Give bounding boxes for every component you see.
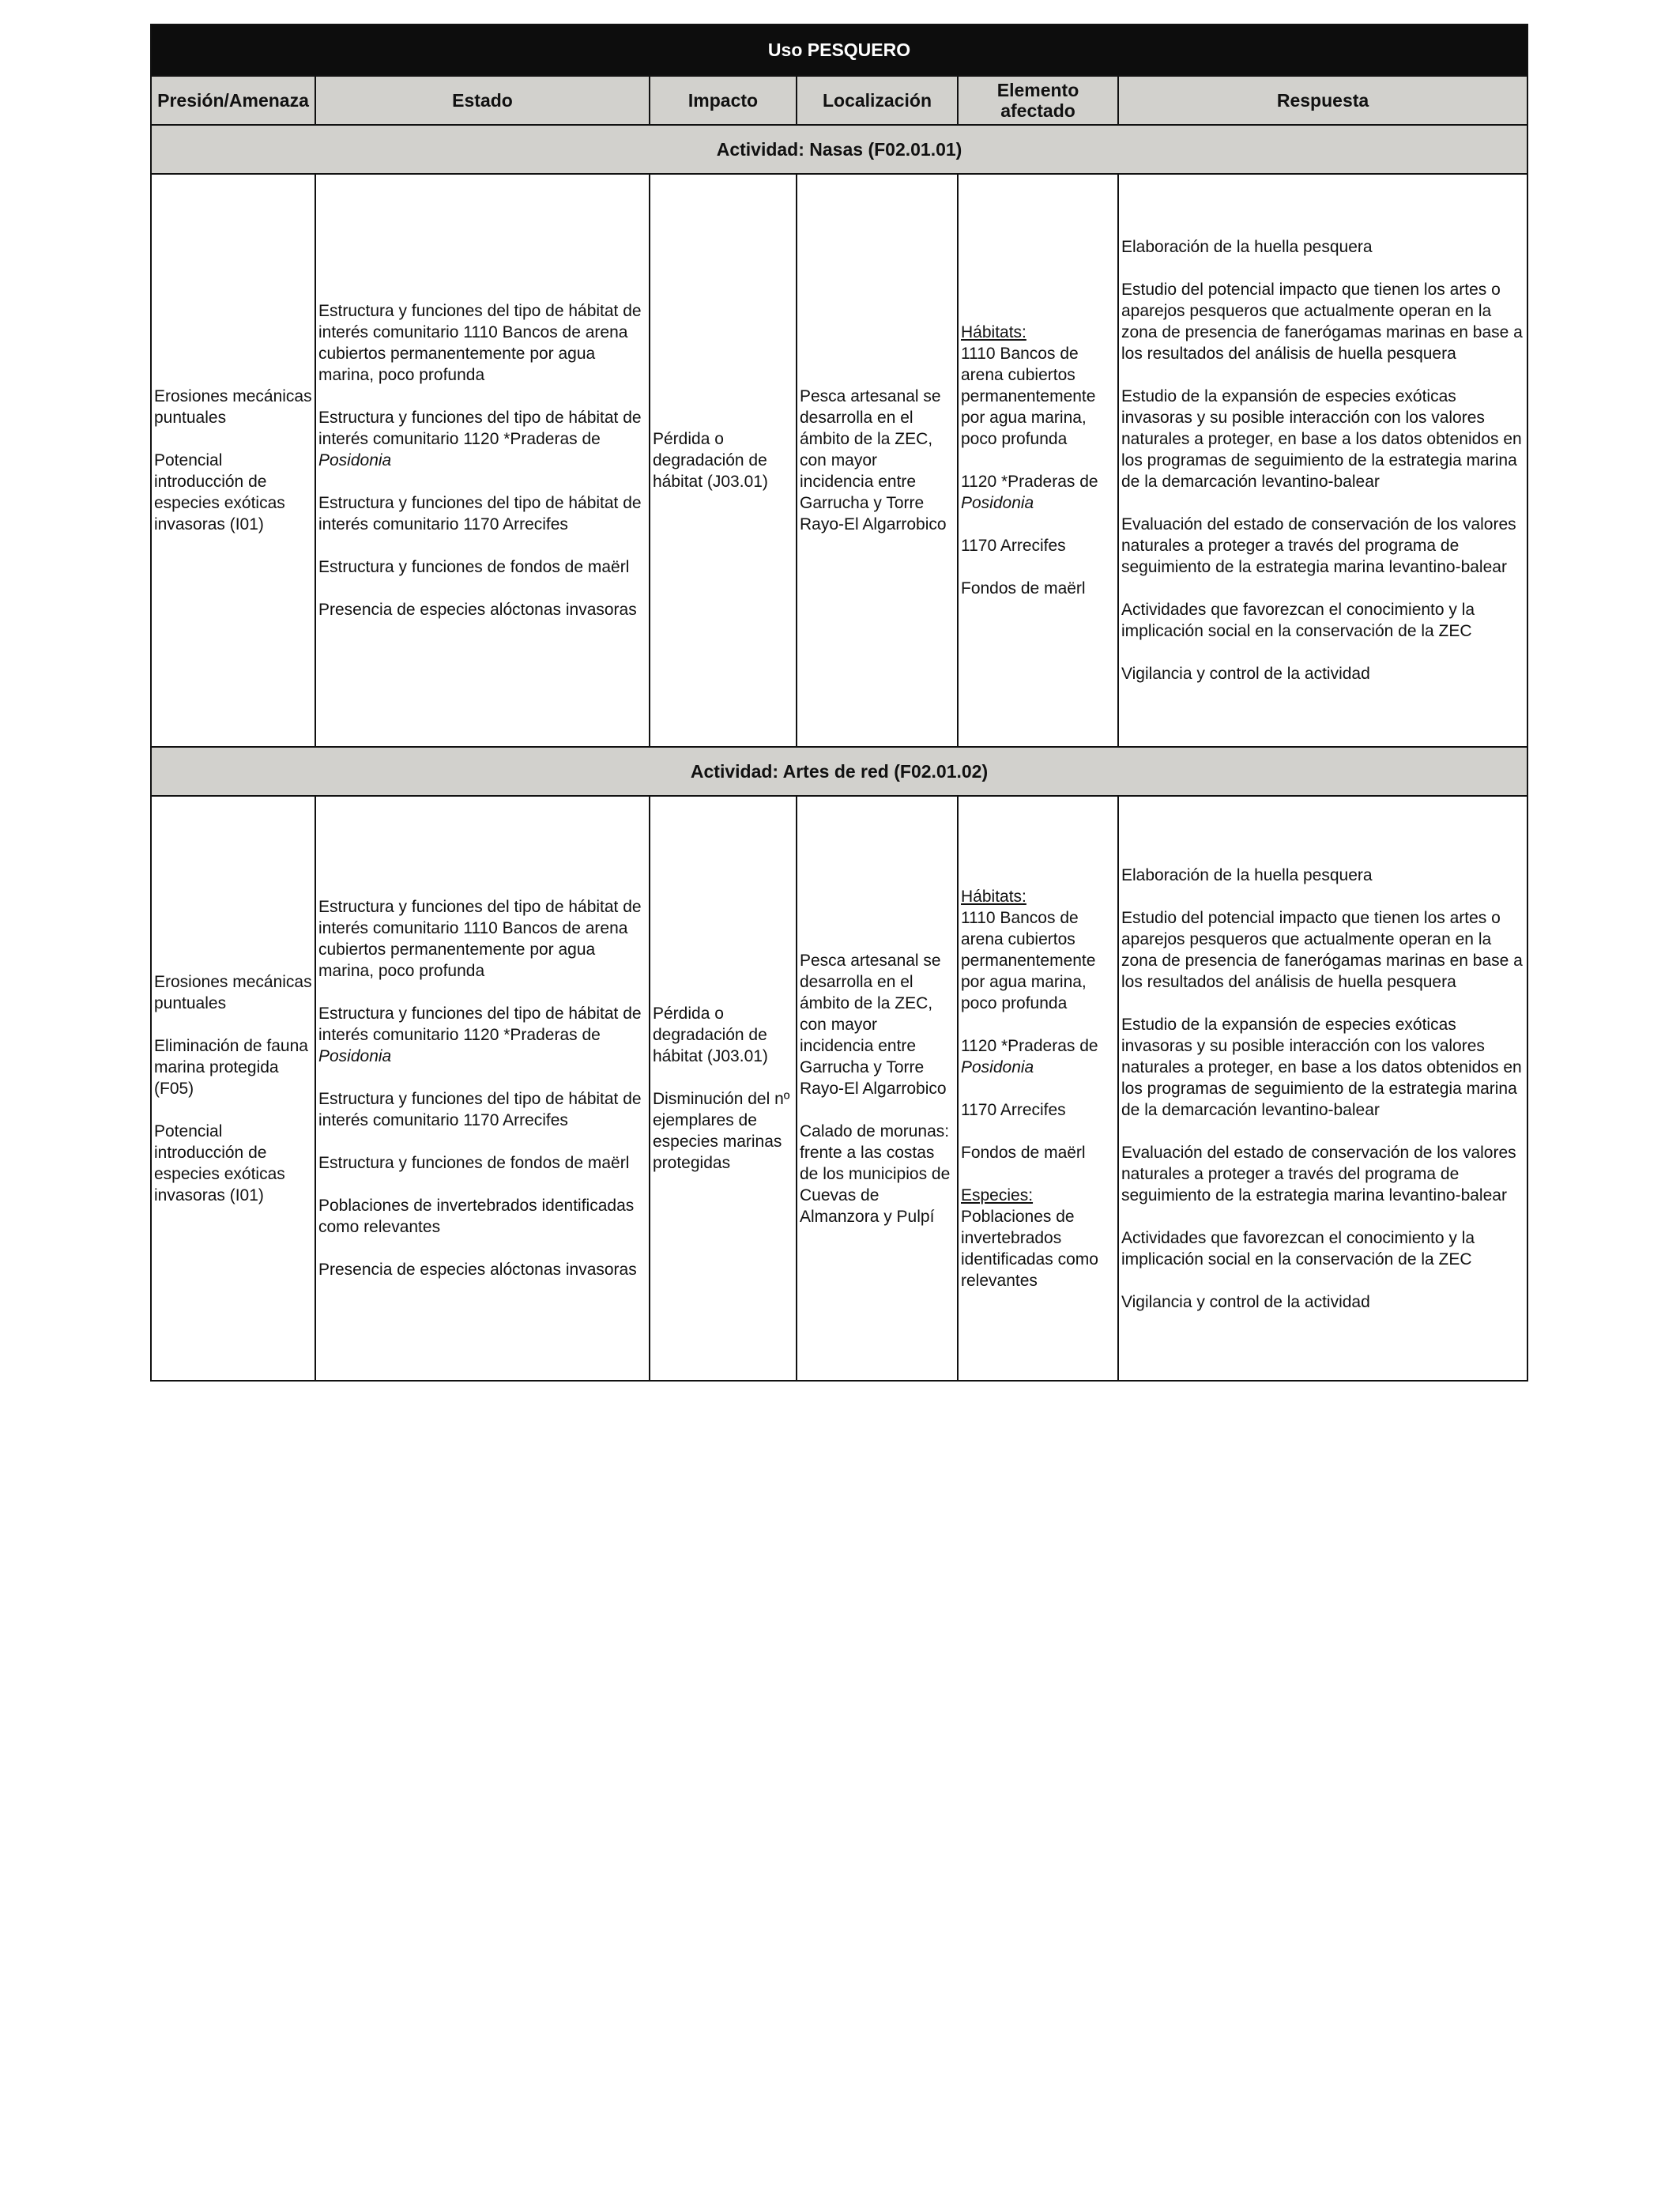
impacto-item: Pérdida o degradación de hábitat (J03.01) <box>653 1005 768 1065</box>
impacto-item: Disminución del nº ejemplares de especies marinas protegidas <box>653 1090 790 1172</box>
habitats-label: Hábitats: <box>961 323 1026 341</box>
habitats-label: Hábitats: <box>961 887 1026 906</box>
estado-item: Estructura y funciones del tipo de hábitat de interés comunitario 1120 *Praderas de Posidonia <box>318 409 642 469</box>
habitat-1120: 1120 *Praderas de Posidonia <box>961 473 1098 512</box>
presion-item: Erosiones mecánicas puntuales <box>154 972 312 1012</box>
respuesta-item: Vigilancia y control de la actividad <box>1121 665 1370 683</box>
presion-item: Erosiones mecánicas puntuales <box>154 387 312 427</box>
elemento-especies <box>961 1185 1115 1291</box>
especies-label: Especies: <box>961 1186 1034 1204</box>
estado-item: Estructura y funciones del tipo de hábitat de interés comunitario 1170 Arrecifes <box>318 1090 642 1129</box>
estado-item: Presencia de especies alóctonas invasoras <box>318 601 637 619</box>
respuesta-item: Estudio de la expansión de especies exóticas invasoras y su posible interacción con los valores naturales a proteger, en base a los datos obtenidos en los programas de seguimiento de la estrategia marina de la demarcación levantino-balear <box>1121 387 1522 491</box>
estado-item: Poblaciones de invertebrados identificadas como relevantes <box>318 1197 635 1236</box>
estado-item: Estructura y funciones de fondos de maërl <box>318 558 630 576</box>
habitat-1120: 1120 *Praderas de Posidonia <box>961 1036 1098 1076</box>
cell-estado <box>315 174 650 747</box>
elemento-habitats <box>961 886 1115 1014</box>
respuesta-item: Vigilancia y control de la actividad <box>1121 1292 1370 1311</box>
cell-impacto <box>650 796 797 1381</box>
table-row <box>151 174 1527 747</box>
habitat-1110: 1110 Bancos de arena cubiertos permanentemente por agua marina, poco profunda <box>961 345 1096 448</box>
estado-item: Estructura y funciones del tipo de hábitat de interés comunitario 1170 Arrecifes <box>318 494 642 533</box>
cell-localizacion <box>797 796 958 1381</box>
respuesta-item: Evaluación del estado de conservación de los valores naturales a proteger a través del programa de seguimiento de la estrategia marina levantino-balear <box>1121 515 1516 576</box>
cell-presion <box>151 796 315 1381</box>
fondos-maerl: Fondos de maërl <box>961 579 1086 598</box>
estado-item: Estructura y funciones del tipo de hábitat de interés comunitario 1110 Bancos de arena cubiertos permanentemente por agua marina, poco profunda <box>318 302 642 384</box>
header-impacto: Impacto <box>650 76 797 125</box>
respuesta-item: Actividades que favorezcan el conocimiento y la implicación social en la conservación de la ZEC <box>1121 1228 1475 1269</box>
estado-item: Estructura y funciones del tipo de hábitat de interés comunitario 1110 Bancos de arena cubiertos permanentemente por agua marina, poco profunda <box>318 898 642 980</box>
presion-item: Potencial introducción de especies exóticas invasoras (I01) <box>154 451 285 533</box>
respuesta-item: Estudio de la expansión de especies exóticas invasoras y su posible interacción con los valores naturales a proteger, en base a los datos obtenidos en los programas de seguimiento de la estrategia marina de la demarcación levantino-balear <box>1121 1015 1522 1119</box>
habitat-1170: 1170 Arrecifes <box>961 537 1066 555</box>
habitat-1170: 1170 Arrecifes <box>961 1100 1066 1119</box>
presion-item: Eliminación de fauna marina protegida (F05) <box>154 1036 308 1098</box>
estado-item: Estructura y funciones de fondos de maërl <box>318 1154 630 1172</box>
fondos-maerl: Fondos de maërl <box>961 1143 1086 1162</box>
estado-item: Estructura y funciones del tipo de hábitat de interés comunitario 1120 *Praderas de Posidonia <box>318 1005 642 1065</box>
impacto-item: Pérdida o degradación de hábitat (J03.01) <box>653 430 768 491</box>
respuesta-item: Actividades que favorezcan el conocimiento y la implicación social en la conservación de la ZEC <box>1121 601 1475 640</box>
respuesta-item: Estudio del potencial impacto que tienen los artes o aparejos pesqueros que actualmente operan en la zona de presencia de fanerógamas marinas en base a los resultados del análisis de huella pesquera <box>1121 908 1523 991</box>
header-elemento: Elemento afectado <box>958 76 1118 125</box>
estado-item: Presencia de especies alóctonas invasoras <box>318 1261 637 1279</box>
cell-respuesta <box>1118 174 1527 747</box>
cell-impacto <box>650 174 797 747</box>
cell-presion <box>151 174 315 747</box>
uso-pesquero-table <box>150 24 1528 1382</box>
cell-elemento <box>958 796 1118 1381</box>
table-title: Uso PESQUERO <box>151 25 1527 76</box>
section-title-artes-de-red: Actividad: Artes de red (F02.01.02) <box>151 747 1527 796</box>
header-respuesta: Respuesta <box>1118 76 1527 125</box>
localizacion-item: Calado de morunas: frente a las costas de los municipios de Cuevas de Almanzora y Pulpí <box>800 1122 951 1226</box>
cell-localizacion <box>797 174 958 747</box>
elemento-habitats <box>961 322 1115 450</box>
header-presion: Presión/Amenaza <box>151 76 315 125</box>
localizacion-item: Pesca artesanal se desarrolla en el ámbito de la ZEC, con mayor incidencia entre Garrucha y Torre Rayo-El Algarrobico <box>800 951 947 1098</box>
cell-elemento <box>958 174 1118 747</box>
table-row <box>151 796 1527 1381</box>
section-title-nasas: Actividad: Nasas (F02.01.01) <box>151 125 1527 174</box>
header-estado: Estado <box>315 76 650 125</box>
presion-item: Potencial introducción de especies exóticas invasoras (I01) <box>154 1122 285 1204</box>
localizacion-item: Pesca artesanal se desarrolla en el ámbito de la ZEC, con mayor incidencia entre Garrucha y Torre Rayo-El Algarrobico <box>800 387 947 533</box>
respuesta-item: Elaboración de la huella pesquera <box>1121 238 1373 256</box>
header-localizacion: Localización <box>797 76 958 125</box>
respuesta-item: Estudio del potencial impacto que tienen los artes o aparejos pesqueros que actualmente operan en la zona de presencia de fanerógamas marinas en base a los resultados del análisis de huella pesquera <box>1121 281 1523 363</box>
respuesta-item: Evaluación del estado de conservación de los valores naturales a proteger a través del programa de seguimiento de la estrategia marina levantino-balear <box>1121 1143 1516 1204</box>
cell-estado <box>315 796 650 1381</box>
especies-text: Poblaciones de invertebrados identificadas como relevantes <box>961 1207 1098 1290</box>
habitat-1110: 1110 Bancos de arena cubiertos permanentemente por agua marina, poco profunda <box>961 908 1096 1012</box>
respuesta-item: Elaboración de la huella pesquera <box>1121 865 1373 884</box>
cell-respuesta <box>1118 796 1527 1381</box>
